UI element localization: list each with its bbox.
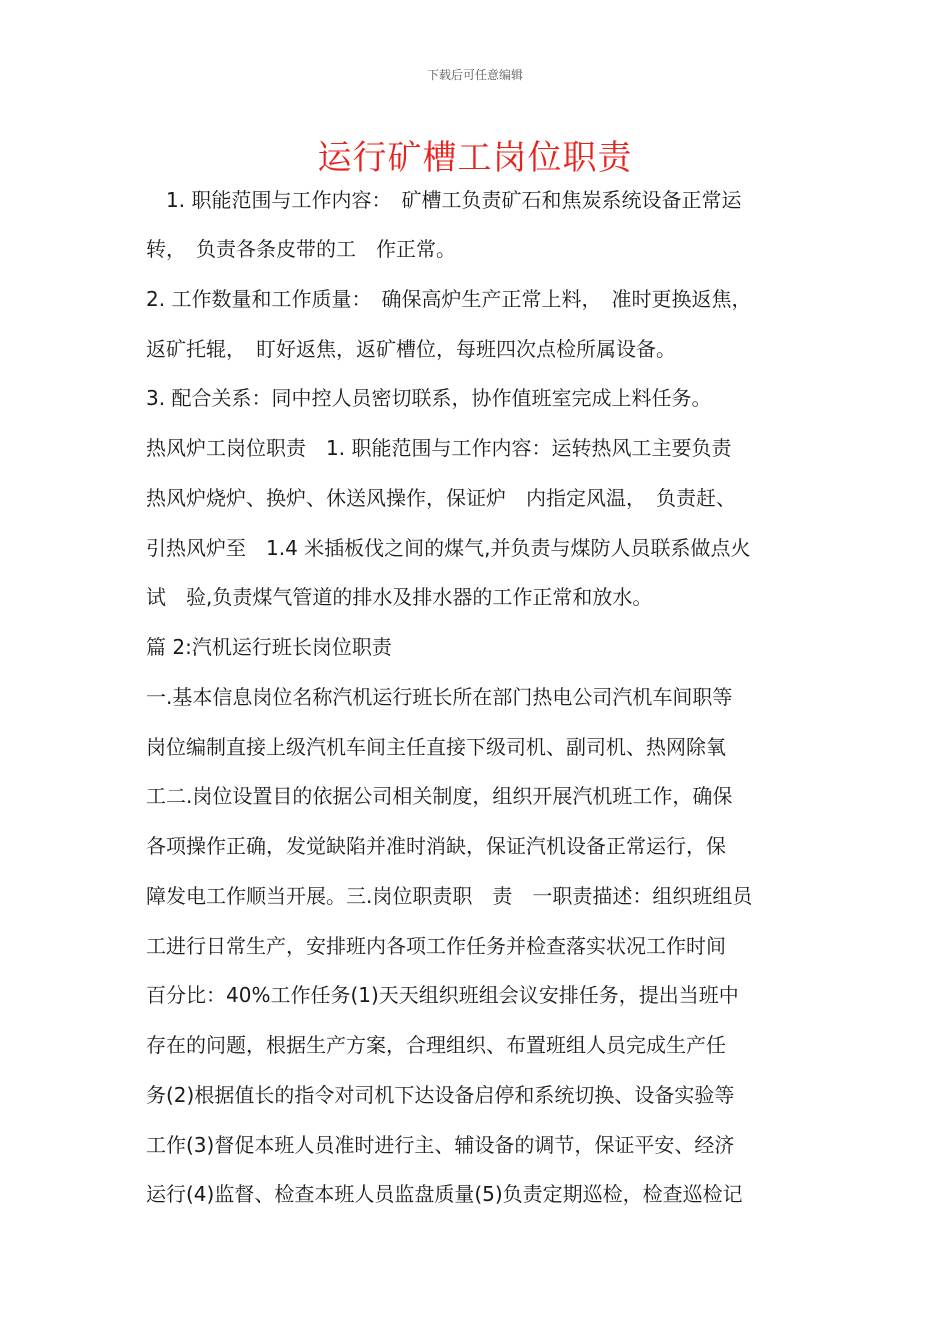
body-line: 存在的问题，根据生产方案，合理组织、布置班组人员完成生产任: [146, 1033, 726, 1057]
body-line: 热风炉烧炉、换炉、休送风操作，保证炉 内指定风温， 负责赶、: [146, 486, 736, 510]
body-line: 热风炉工岗位职责 1. 职能范围与工作内容：运转热风工主要负责: [146, 436, 732, 460]
body-line: 务(2)根据值长的指令对司机下达设备启停和系统切换、设备实验等: [146, 1083, 735, 1107]
body-line: 转， 负责各条皮带的工 作正常。: [146, 237, 456, 261]
body-line: 2. 工作数量和工作质量： 确保高炉生产正常上料， 准时更换返焦，: [146, 287, 752, 311]
body-line: 返矿托辊， 盯好返焦，返矿槽位，每班四次点检所属设备。: [146, 337, 676, 361]
document-title: 运行矿槽工岗位职责: [317, 138, 633, 178]
body-line: 工进行日常生产，安排班内各项工作任务并检查落实状况工作时间: [146, 934, 726, 958]
body-line: 一.基本信息岗位名称汽机运行班长所在部门热电公司汽机车间职等: [146, 685, 733, 709]
page-header: 下载后可任意编辑: [426, 68, 523, 82]
section-heading: 篇 2:汽机运行班长岗位职责: [146, 635, 392, 659]
body-line: 障发电工作顺当开展。三.岗位职责职 责 一职责描述：组织班组员: [146, 884, 753, 908]
body-line: 1. 职能范围与工作内容： 矿槽工负责矿石和焦炭系统设备正常运: [146, 188, 742, 212]
body-line: 3. 配合关系：同中控人员密切联系，协作值班室完成上料任务。: [146, 386, 712, 410]
body-line: 运行(4)监督、检查本班人员监盘质量(5)负责定期巡检，检查巡检记: [146, 1182, 743, 1206]
body-line: 试 验,负责煤气管道的排水及排水器的工作正常和放水。: [146, 585, 653, 609]
body-line: 岗位编制直接上级汽机车间主任直接下级司机、副司机、热网除氧: [146, 735, 726, 759]
body-line: 工作(3)督促本班人员准时进行主、辅设备的调节，保证平安、经济: [146, 1133, 735, 1157]
body-line: 引热风炉至 1.4 米插板伐之间的煤气,并负责与煤防人员联系做点火: [146, 536, 751, 560]
body-line: 百分比：40%工作任务(1)天天组织班组会议安排任务，提出当班中: [146, 983, 739, 1007]
body-line: 工二.岗位设置目的依据公司相关制度，组织开展汽机班工作，确保: [146, 784, 733, 808]
body-line: 各项操作正确，发觉缺陷并准时消缺，保证汽机设备正常运行，保: [146, 834, 726, 858]
